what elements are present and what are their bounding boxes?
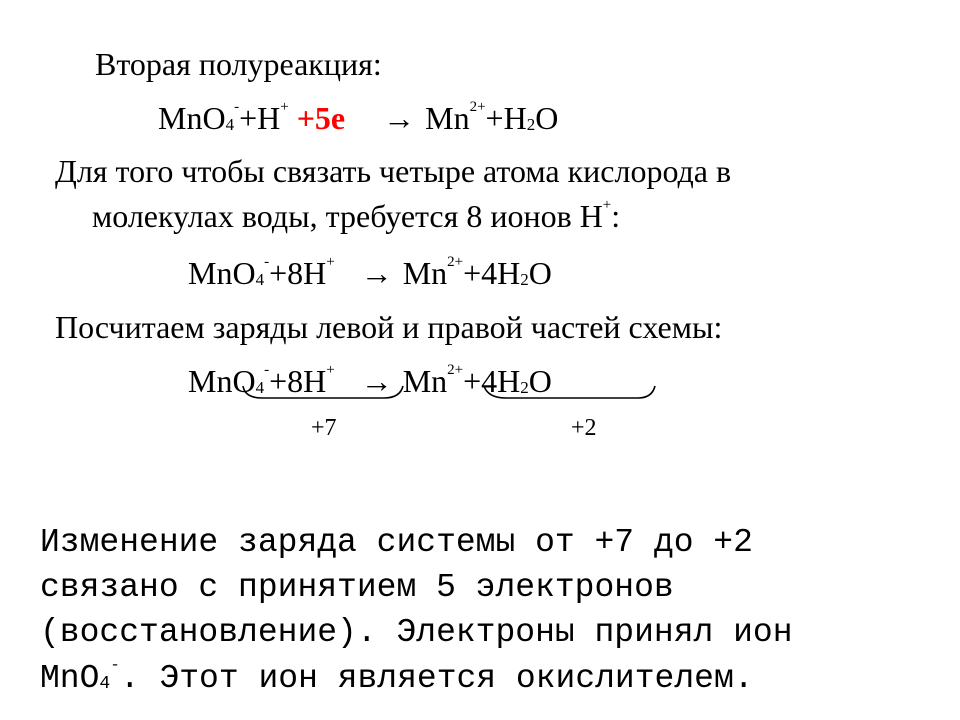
eq1-mn: Mn xyxy=(425,100,470,136)
eq1-plus-h: +H xyxy=(239,100,281,136)
eq3-arrow: → xyxy=(360,363,393,399)
charge-left: +7 xyxy=(311,415,337,441)
conclusion-mno: MnO xyxy=(40,660,100,697)
left-brace xyxy=(243,386,403,398)
eq1-plus-sup: + xyxy=(280,99,289,115)
para2: Посчитаем заряды левой и правой частей схемы: xyxy=(55,309,723,345)
conclusion-line1: Изменение заряда системы от +7 до +2 xyxy=(40,524,753,561)
eq1-plus-h2: +H xyxy=(485,100,527,136)
eq2-mn-charge: 2+ xyxy=(447,254,464,270)
eq3-plus-8h: +8H xyxy=(269,363,327,399)
para1-line1: Для того чтобы связать четыре атома кислорода в xyxy=(55,153,732,189)
conclusion-minus: - xyxy=(110,656,120,674)
heading: Вторая полуреакция: xyxy=(95,46,382,82)
eq2-o: O xyxy=(528,255,552,291)
eq3-o: O xyxy=(528,363,552,399)
eq3-minus: - xyxy=(264,362,270,378)
eq1-arrow: → xyxy=(383,100,416,136)
para1-line2-end: : xyxy=(611,198,621,234)
eq1-o: O xyxy=(535,100,559,136)
conclusion-line3: (восстановление). Электроны принял ион xyxy=(40,614,793,651)
charge-right: +2 xyxy=(571,415,597,441)
eq2-minus: - xyxy=(264,254,270,270)
conclusion-line4-end: . Этот ион является окислителем. xyxy=(119,660,754,697)
eq3-mn: Mn xyxy=(402,363,448,399)
eq2-plus-sup: + xyxy=(326,254,335,270)
eq2-mn: Mn xyxy=(402,255,448,291)
eq3-plus-4h: +4H xyxy=(463,363,521,399)
eq2-sub4: 4 xyxy=(255,270,265,289)
eq3-sub2: 2 xyxy=(520,378,529,397)
para1-line2-text: молекулах воды, требуется 8 ионов H xyxy=(92,198,603,234)
eq2-plus-4h: +4H xyxy=(463,255,521,291)
eq2-sub2: 2 xyxy=(520,270,529,289)
eq1-mno: MnO xyxy=(158,100,226,136)
conclusion-line4 xyxy=(40,656,754,697)
eq1-electrons: +5e xyxy=(296,100,346,136)
eq3-mn-charge: 2+ xyxy=(447,362,464,378)
right-brace xyxy=(484,386,655,398)
eq3-sub4: 4 xyxy=(255,378,265,397)
eq2-arrow: → xyxy=(360,255,393,291)
eq3-plus-sup: + xyxy=(326,362,335,378)
conclusion-sub4: 4 xyxy=(99,674,111,694)
eq2-plus-8h: +8H xyxy=(269,255,327,291)
eq3-mno: MnO xyxy=(188,363,256,399)
eq1-mn-charge: 2+ xyxy=(469,99,486,115)
eq2-mno: MnO xyxy=(188,255,256,291)
eq1-sub4: 4 xyxy=(225,115,235,134)
para1-line2-sup: + xyxy=(602,197,612,213)
eq1-minus: - xyxy=(234,99,240,115)
eq1-sub2: 2 xyxy=(526,115,536,134)
conclusion-line2: связано с принятием 5 электронов xyxy=(40,569,674,606)
